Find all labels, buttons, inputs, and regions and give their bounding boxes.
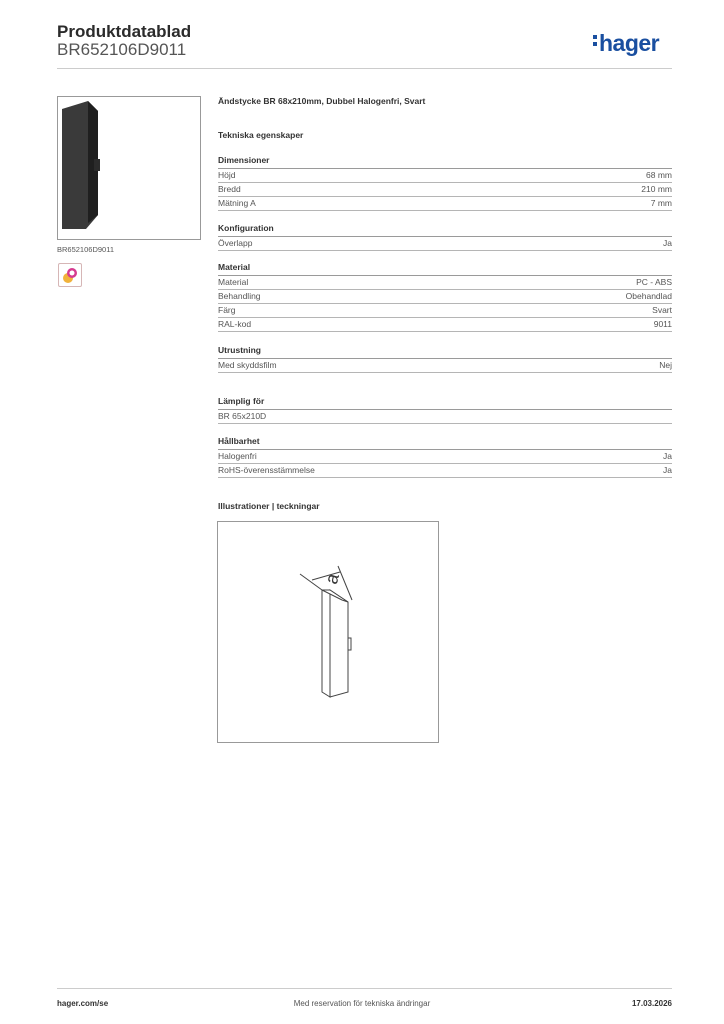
section-sustainability	[218, 436, 672, 478]
table-row	[218, 410, 672, 424]
table-row	[218, 169, 672, 183]
footer-date: 17.03.2026	[631, 999, 672, 1008]
header-divider	[57, 68, 672, 69]
row-value: Ja	[663, 451, 672, 461]
footer-disclaimer: Med reservation för tekniska ändringar	[293, 999, 431, 1008]
section-title: Hållbarhet	[218, 436, 260, 446]
illustrations-heading: Illustrationer | teckningar	[218, 501, 320, 511]
row-label: Material	[218, 277, 249, 287]
halogen-free-badge-icon	[58, 263, 82, 287]
product-code: BR652106D9011	[57, 40, 187, 59]
table-row	[218, 197, 672, 211]
row-value: Ja	[663, 465, 672, 475]
logo-text: hager	[599, 30, 660, 56]
section-equipment	[218, 345, 672, 373]
footer-divider	[57, 988, 672, 989]
logo-dots-icon	[593, 35, 597, 49]
section-title: Lämplig för	[218, 396, 265, 406]
row-value: 9011	[653, 319, 672, 329]
footer-website-link[interactable]: hager.com/se	[57, 999, 109, 1008]
row-value: 68 mm	[646, 170, 672, 180]
table-row	[218, 318, 672, 332]
product-name: Ändstycke BR 68x210mm, Dubbel Halogenfri, Svart	[218, 96, 426, 106]
section-title: Material	[218, 262, 251, 272]
product-reference: BR652106D9011	[57, 245, 114, 254]
row-label: Färg	[218, 305, 236, 315]
row-value: PC - ABS	[636, 277, 672, 287]
end-cap-drawing	[218, 522, 438, 742]
hager-logo	[593, 30, 659, 57]
row-value: 210 mm	[641, 184, 672, 194]
table-row	[218, 276, 672, 290]
row-label: Halogenfri	[218, 451, 257, 461]
table-row	[218, 450, 672, 464]
row-value: Nej	[659, 360, 672, 370]
row-label: RoHS-överensstämmelse	[218, 465, 315, 475]
section-suitable-for	[218, 396, 672, 424]
table-row	[218, 304, 672, 318]
table-row	[218, 237, 672, 251]
row-value: Obehandlad	[625, 291, 672, 301]
row-label: RAL-kod	[218, 319, 252, 329]
row-label: Behandling	[218, 291, 261, 301]
row-label: Bredd	[218, 184, 241, 194]
section-title: Utrustning	[218, 345, 261, 355]
section-material	[218, 262, 672, 332]
row-label: BR 65x210D	[218, 411, 267, 421]
row-value: Svart	[652, 305, 672, 315]
page-title: Produktdatablad	[57, 22, 192, 41]
section-title: Konfiguration	[218, 223, 274, 233]
row-label: Överlapp	[218, 238, 253, 248]
product-image-frame	[57, 96, 201, 240]
row-value: Ja	[663, 238, 672, 248]
section-configuration	[218, 223, 672, 251]
technical-drawing-frame	[217, 521, 439, 743]
table-row	[218, 359, 672, 373]
table-row	[218, 290, 672, 304]
table-row	[218, 464, 672, 478]
row-label: Mätning A	[218, 198, 256, 208]
tech-properties-heading: Tekniska egenskaper	[218, 130, 304, 140]
drawing-dimension-label: a	[321, 571, 343, 587]
row-label: Med skyddsfilm	[218, 360, 277, 370]
row-label: Höjd	[218, 170, 236, 180]
end-cap-product-image	[58, 97, 200, 239]
row-value: 7 mm	[650, 198, 672, 208]
table-row	[218, 183, 672, 197]
section-title: Dimensioner	[218, 155, 270, 165]
section-dimensions	[218, 155, 672, 211]
